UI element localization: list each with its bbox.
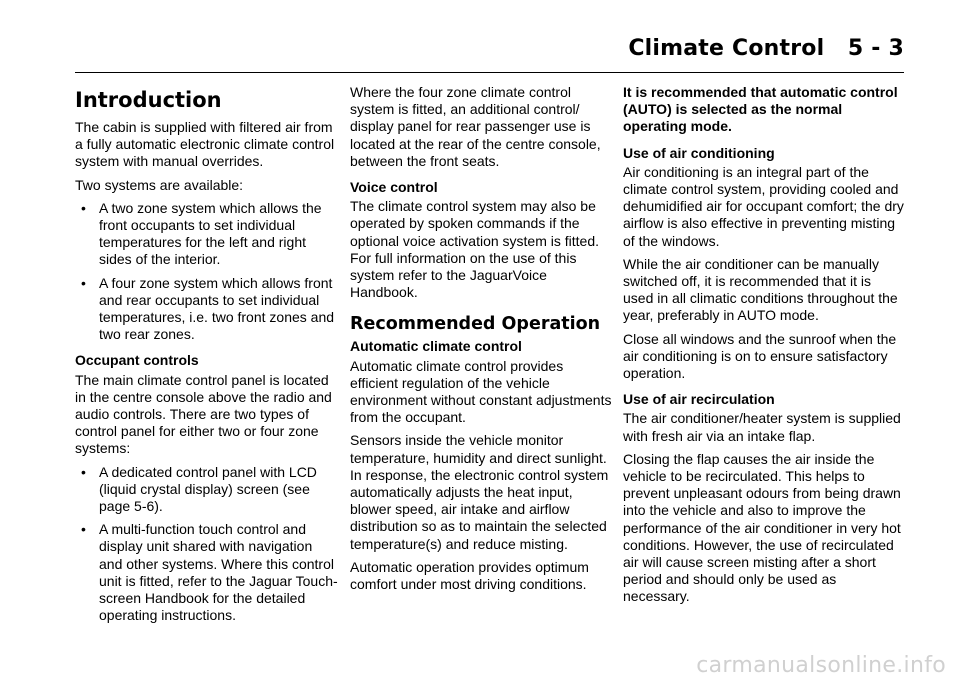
column-3 xyxy=(623,84,905,612)
watermark: carmanualsonline.info xyxy=(696,653,946,678)
column-1 xyxy=(75,84,339,630)
systems-lead-paragraph: Two systems are available: xyxy=(75,176,244,193)
bullet-icon: • xyxy=(81,199,86,216)
systems-list xyxy=(75,200,339,344)
list-item: • A multi-function touch control and display unit shared with navigation and other systems. Where this control unit is fitted, refer to the Jaguar Touch-screen Handbook for the detailed operating instructions. xyxy=(81,521,338,624)
subheading-automatic-climate-control: Automatic climate control xyxy=(350,338,522,355)
subheading-occupant-controls: Occupant controls xyxy=(75,352,199,369)
page-title: Climate Control 5 - 3 xyxy=(628,36,904,61)
subheading-air-recirculation: Use of air recirculation xyxy=(623,391,775,408)
intro-paragraph: The cabin is supplied with filtered air from a fully automatic electronic climate control system with manual overrides. xyxy=(75,119,335,170)
panels-list xyxy=(75,464,339,625)
bullet-icon: • xyxy=(81,274,86,291)
section-heading-recommended-operation: Recommended Operation xyxy=(350,314,601,335)
subheading-voice-control: Voice control xyxy=(350,179,438,196)
column-2 xyxy=(350,84,614,599)
list-item: • A four zone system which allows front and rear occupants to set individual temperatures, i.e. two front zones and two rear zones. xyxy=(81,274,335,343)
recirc-paragraph-2: Closing the flap causes the air inside the vehicle to be recirculated. This helps to prevent unpleasant odours from being drawn into the vehicle and also to improve the performance of the air conditioner in very hot conditions. However, the use of recirculated air will cause screen misting after a short period and should only be used as necessary. xyxy=(623,450,901,605)
recommend-paragraph: It is recommended that automatic control (AUTO) is selected as the normal operating mode. xyxy=(623,84,898,135)
recirc-paragraph-1: The air conditioner/heater system is supplied with fresh air via an intake flap. xyxy=(623,410,901,444)
ac-paragraph-2: While the air conditioner can be manually switched off, it is recommended that it is used in all climatic conditions throughout the year, preferably in AUTO mode. xyxy=(623,255,898,324)
ac-paragraph-1: Air conditioning is an integral part of the climate control system, providing cooled and dehumidified air for occupant comfort; the dry airflow is also effective in preventing misting of the windows. xyxy=(623,163,904,249)
list-item: • A two zone system which allows the front occupants to set individual temperatures for the left and right sides of the interior. xyxy=(81,199,322,268)
auto-paragraph-2: Sensors inside the vehicle monitor temperature, humidity and direct sunlight. In response, the electronic control system automatically adjusts the heat input, blower speed, air intake and airflow distribution so as to maintain the selected temperature(s) and reduce misting. xyxy=(350,432,609,552)
four-zone-paragraph: Where the four zone climate control system is fitted, an additional control/ display panel for rear passenger use is located at the rear of the centre console, between the front seats. xyxy=(350,84,601,169)
auto-paragraph-3: Automatic operation provides optimum comfort under most driving conditions. xyxy=(350,558,589,593)
auto-paragraph-1: Automatic climate control provides efficient regulation of the vehicle environment without constant adjustments from the occupant. xyxy=(350,357,612,426)
bullet-icon: • xyxy=(81,463,86,480)
list-item: • A dedicated control panel with LCD (liquid crystal display) screen (see page 5-6). xyxy=(81,463,317,515)
bullet-icon: • xyxy=(81,521,86,538)
section-heading-introduction: Introduction xyxy=(75,88,222,112)
voice-paragraph: The climate control system may also be operated by spoken commands if the optional voice activation system is fitted. For full information on the use of this system refer to the JaguarVoice Handbook. xyxy=(350,198,600,301)
subheading-air-conditioning: Use of air conditioning xyxy=(623,144,775,161)
header-divider xyxy=(75,72,904,73)
ac-paragraph-3: Close all windows and the sunroof when the air conditioning is on to ensure satisfactory operation. xyxy=(623,330,897,382)
occupant-paragraph: The main climate control panel is located in the centre console above the radio and audio controls. There are two types of control panel for either two or four zone systems: xyxy=(75,371,332,457)
